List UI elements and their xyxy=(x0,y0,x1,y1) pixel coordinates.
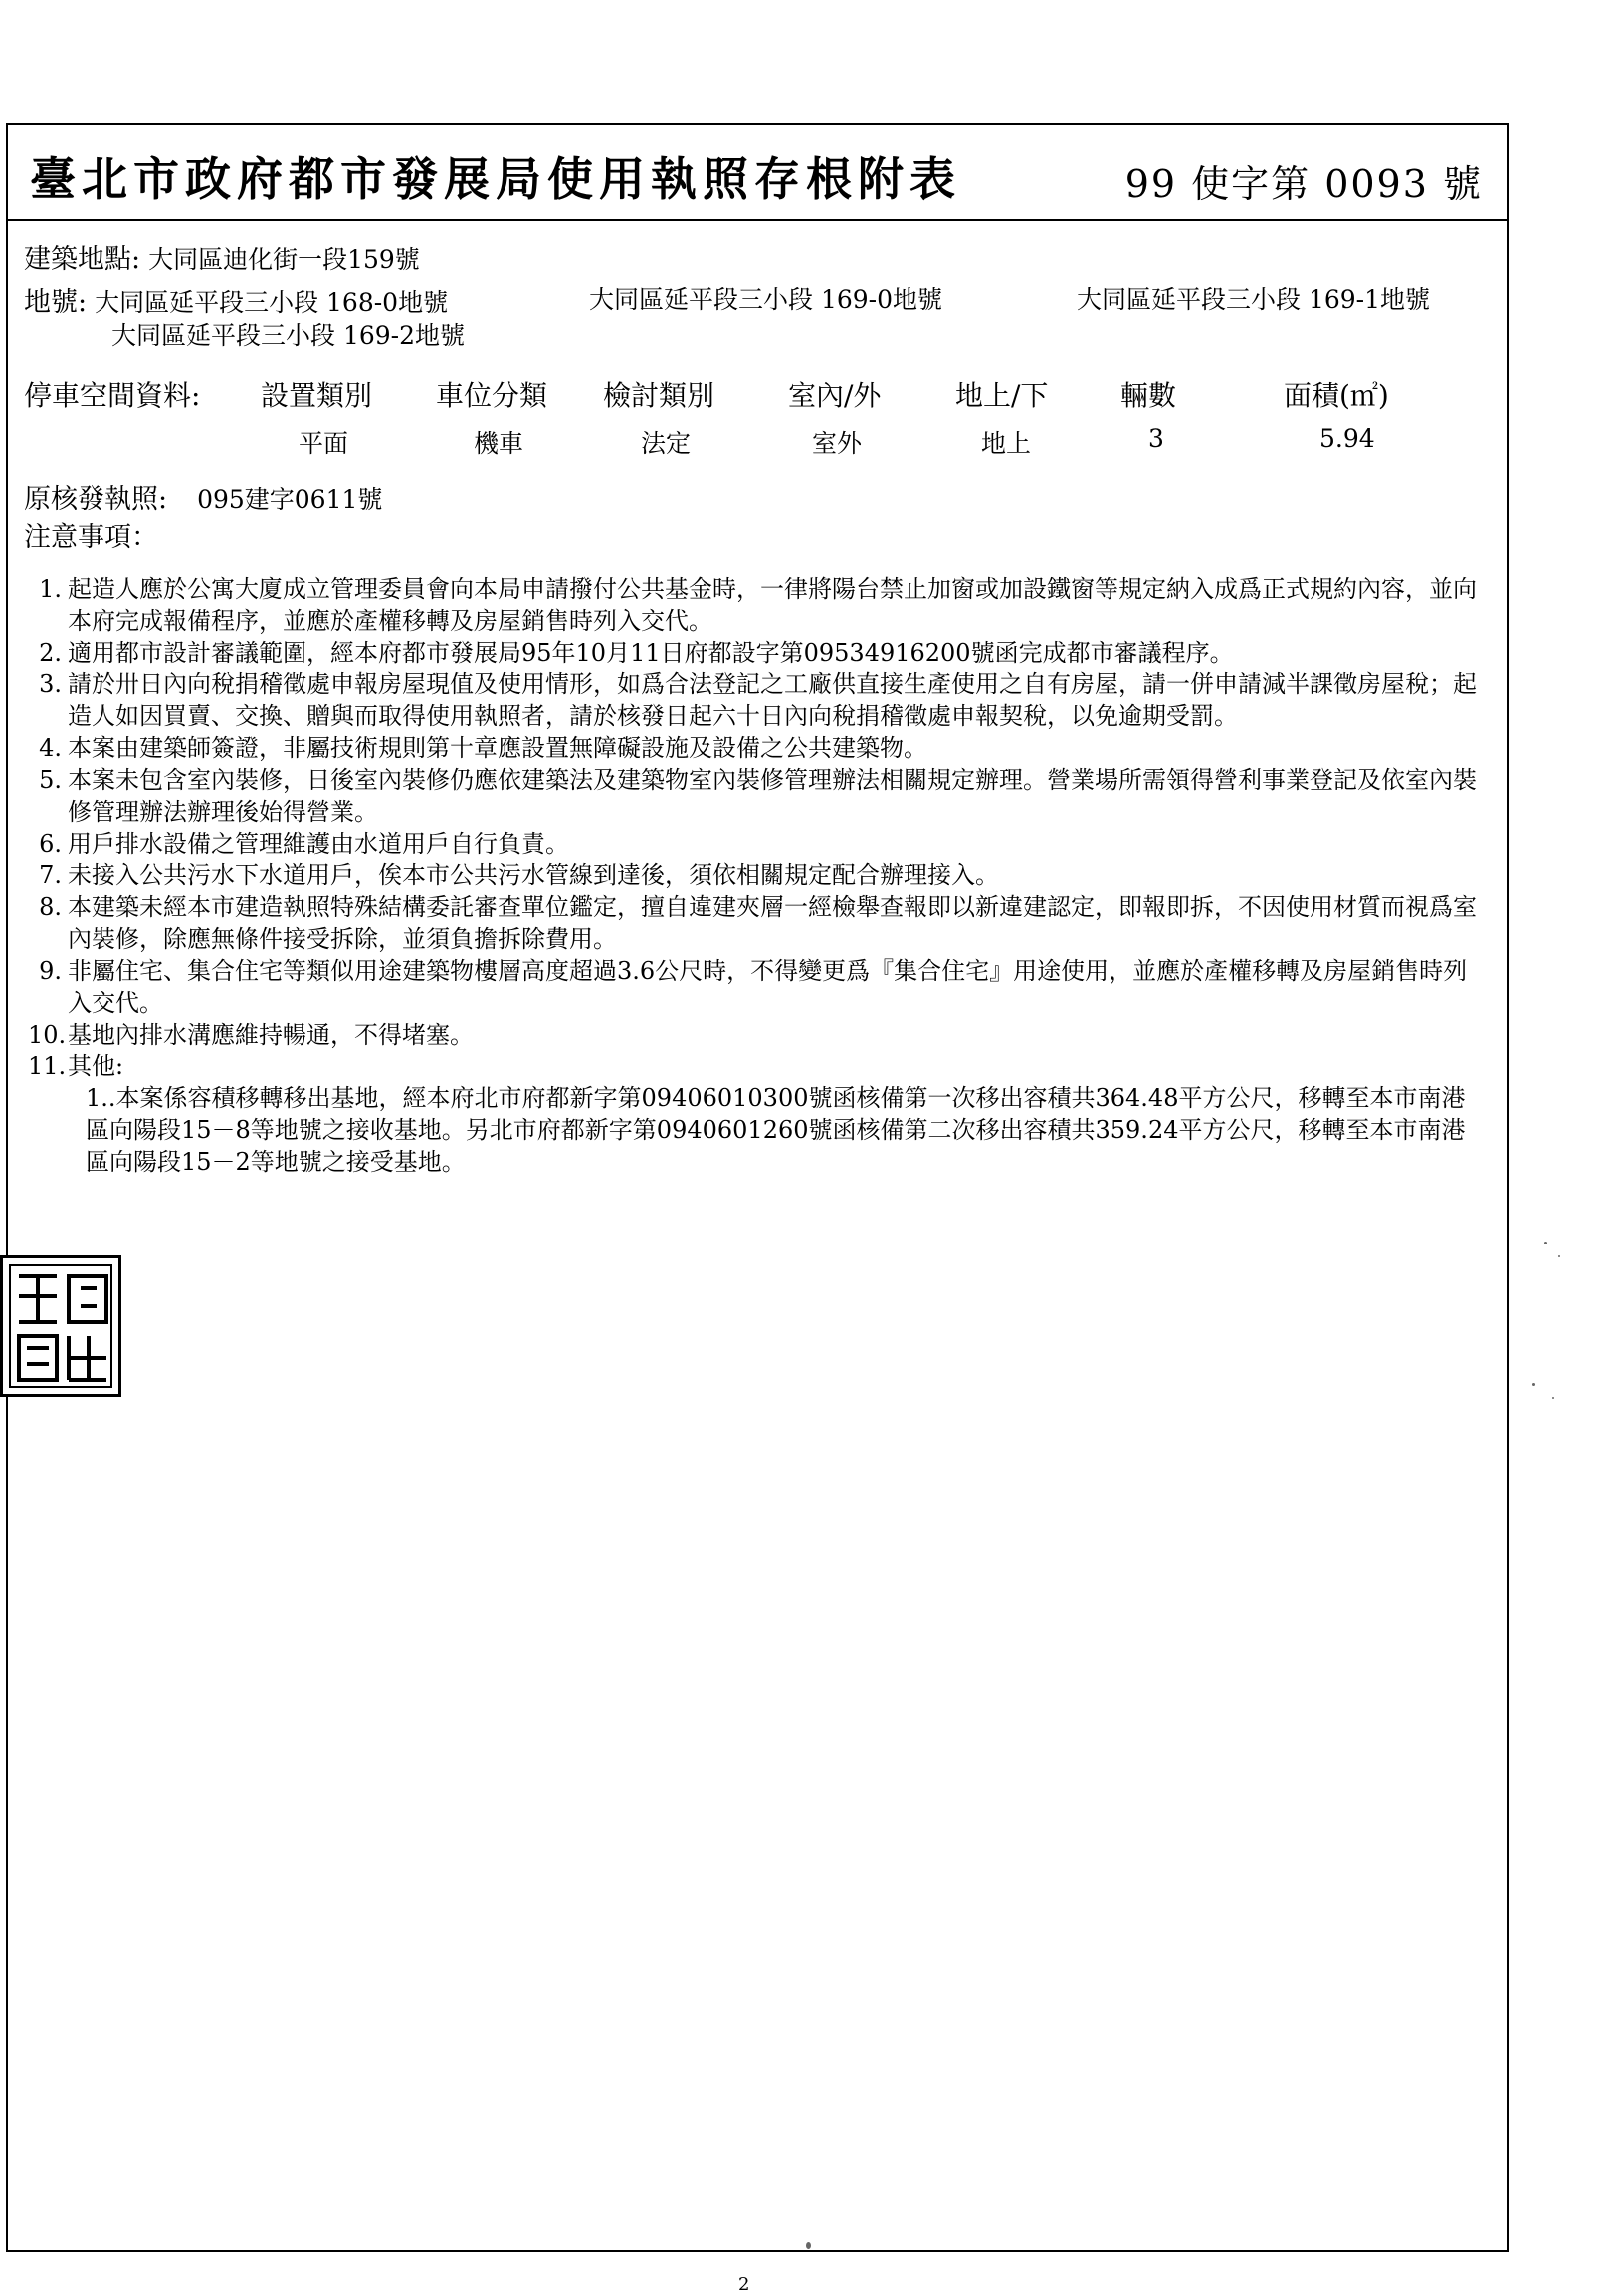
parking-value: 平面 xyxy=(299,429,349,458)
notes-title: 注意事項： xyxy=(24,522,158,553)
original-permit-label: 原核發執照: xyxy=(24,484,168,515)
note-item xyxy=(28,669,1491,732)
scan-speck xyxy=(1558,1255,1560,1257)
note-item xyxy=(28,1051,1491,1082)
page-number: 2 xyxy=(738,2274,750,2295)
note-item xyxy=(28,764,1491,828)
seal-inner-border xyxy=(9,1264,112,1388)
note-number: 6. xyxy=(39,830,62,858)
lots-label: 地號: xyxy=(24,287,88,318)
site-address-row xyxy=(24,237,420,276)
note-number: 5. xyxy=(39,766,62,794)
parking-header: 面積(㎡) xyxy=(1284,379,1389,412)
note-text: 起造人應於公寓大廈成立管理委員會向本局申請撥付公共基金時，一律將陽台禁止加窗或加設鐵窗等規定納入成爲正式規約內容，並向本府完成報備程序，並應於產權移轉及房屋銷售時列入交代。 xyxy=(68,575,1477,635)
parking-label: 停車空間資料: xyxy=(24,379,201,412)
note-text: 本案未包含室內裝修，日後室內裝修仍應依建築法及建築物室內裝修管理辦法相關規定辦理。營業場所需領得營利事業登記及依室內裝修管理辦法辦理後始得營業。 xyxy=(68,766,1477,826)
parking-value: 3 xyxy=(1148,424,1164,453)
note-text: 本建築未經本市建造執照特殊結構委託審查單位鑑定，擅自違建夾層一經檢舉查報即以新違建認定，即報即拆，不因使用材質而視爲室內裝修，除應無條件接受拆除，並須負擔拆除費用。 xyxy=(68,893,1477,953)
parking-value: 法定 xyxy=(641,429,692,458)
parking-header: 地上/下 xyxy=(955,379,1049,412)
notes-list xyxy=(28,573,1491,1178)
note-number: 8. xyxy=(39,893,62,921)
note-number: 4. xyxy=(39,734,62,762)
note-item xyxy=(28,891,1491,955)
lots-row xyxy=(24,281,448,319)
scan-speck xyxy=(1532,1383,1535,1386)
parking-value: 5.94 xyxy=(1319,424,1375,453)
original-permit-value: 095建字0611號 xyxy=(197,485,383,514)
original-permit-row xyxy=(24,478,382,516)
parking-header: 設置類別 xyxy=(261,379,373,412)
note-text: 基地內排水溝應維持暢通，不得堵塞。 xyxy=(68,1021,474,1049)
note-number: 3. xyxy=(39,670,62,698)
note-number: 1. xyxy=(39,575,62,603)
note-11-detail: 1..本案係容積移轉移出基地，經本府北市府都新字第09406010300號函核備第一次移出容積共364.48平方公尺，移轉至本市南港區向陽段15－8等地號之接收基地。另北市府都新字第0940601260號函核備第二次移出容積共359.24平方公尺，移轉至本市南港區向陽段15－2等地號之接受基地。 xyxy=(86,1084,1466,1176)
note-number: 7. xyxy=(39,861,62,889)
note-number: 2. xyxy=(39,639,62,667)
note-number: 11. xyxy=(28,1052,67,1080)
note-number: 9. xyxy=(39,957,62,985)
parking-value: 地上 xyxy=(981,429,1032,458)
note-item xyxy=(28,573,1491,637)
note-item xyxy=(28,637,1491,669)
scan-speck xyxy=(806,2242,811,2249)
note-text: 請於卅日內向稅捐稽徵處申報房屋現值及使用情形，如爲合法登記之工廠供直接生產使用之自有房屋，請一併申請減半課徵房屋稅；起造人如因買賣、交換、贈與而取得使用執照者，請於核發日起六十日內向稅捐稽徵處申報契稅，以免逾期受罰。 xyxy=(68,670,1477,730)
note-text: 本案由建築師簽證，非屬技術規則第十章應設置無障礙設施及設備之公共建築物。 xyxy=(68,734,927,762)
note-text: 未接入公共污水下水道用戶，俟本市公共污水管線到達後，須依相關規定配合辦理接入。 xyxy=(68,861,999,889)
scan-speck xyxy=(1544,1242,1547,1244)
site-address-label: 建築地點: xyxy=(24,244,141,275)
parking-header: 車位分類 xyxy=(436,379,548,412)
lot-item: 大同區延平段三小段 169-1地號 xyxy=(1077,286,1431,314)
title-bar xyxy=(8,125,1507,221)
note-text: 適用都市設計審議範圍，經本府都市發展局95年10月11日府都設字第09534916200號函完成都市審議程序。 xyxy=(68,639,1234,667)
site-address-value: 大同區迪化街一段159號 xyxy=(148,245,420,274)
parking-header: 檢討類別 xyxy=(603,379,715,412)
seal-glyph-pattern xyxy=(11,1266,114,1390)
note-item xyxy=(28,828,1491,860)
note-item xyxy=(28,955,1491,1019)
note-number: 10. xyxy=(28,1021,67,1049)
note-text: 用戶排水設備之管理維護由水道用戶自行負責。 xyxy=(68,830,569,858)
lot-item: 大同區延平段三小段 169-0地號 xyxy=(589,286,943,314)
lot-item: 大同區延平段三小段 169-2地號 xyxy=(111,321,466,350)
note-item xyxy=(28,860,1491,891)
parking-value: 機車 xyxy=(474,429,524,458)
note-text: 非屬住宅、集合住宅等類似用途建築物樓層高度超過3.6公尺時，不得變更爲『集合住宅』用途使用，並應於產權移轉及房屋銷售時列入交代。 xyxy=(68,957,1468,1017)
note-item xyxy=(28,1019,1491,1051)
parking-header: 室內/外 xyxy=(788,379,882,412)
parking-header: 輛數 xyxy=(1120,379,1177,412)
document-title: 臺北市政府都市發展局使用執照存根附表 xyxy=(30,152,961,206)
document-frame xyxy=(6,123,1509,2252)
official-seal-stamp xyxy=(0,1255,121,1397)
note-item xyxy=(28,732,1491,764)
scan-speck xyxy=(1552,1397,1554,1399)
permit-number: 99 使字第 0093 號 xyxy=(1124,162,1483,206)
lot-item: 大同區延平段三小段 168-0地號 xyxy=(95,288,449,317)
parking-value: 室外 xyxy=(812,429,863,458)
note-text: 其他: xyxy=(68,1052,124,1080)
